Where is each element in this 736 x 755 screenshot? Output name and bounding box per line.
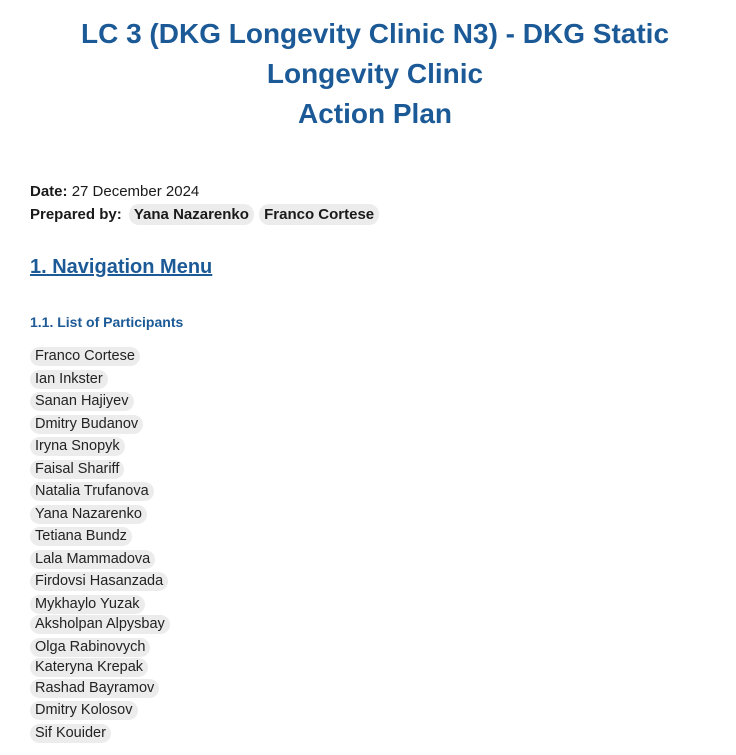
document-title xyxy=(60,14,690,134)
list-item xyxy=(30,570,170,593)
subheading-list-of-participants: 1.1. List of Participants xyxy=(30,314,184,330)
list-item xyxy=(30,480,170,503)
list-item xyxy=(30,699,170,722)
participant-chip[interactable]: Ian Inkster xyxy=(30,370,108,389)
list-item xyxy=(30,656,170,677)
participant-chip[interactable]: Rashad Bayramov xyxy=(30,679,159,698)
document-title-line-1: LC 3 (DKG Longevity Clinic N3) - DKG Static xyxy=(80,18,670,49)
participant-chip[interactable]: Lala Mammadova xyxy=(30,550,155,569)
participant-chip[interactable]: Tetiana Bundz xyxy=(30,527,132,546)
participant-chip[interactable]: Sanan Hajiyev xyxy=(30,392,134,411)
participant-chip[interactable]: Iryna Snopyk xyxy=(30,437,125,456)
list-item xyxy=(30,593,170,614)
participant-chip[interactable]: Franco Cortese xyxy=(30,347,140,366)
participant-chip[interactable]: Firdovsi Hasanzada xyxy=(30,572,168,591)
list-item xyxy=(30,458,170,481)
list-item xyxy=(30,390,170,413)
participant-chip[interactable]: Dmitry Budanov xyxy=(30,415,143,434)
list-item xyxy=(30,525,170,548)
list-item xyxy=(30,435,170,458)
list-item xyxy=(30,613,170,636)
date-value: 27 December 2024 xyxy=(71,183,200,200)
participant-chip[interactable]: Natalia Trufanova xyxy=(30,482,154,501)
list-item xyxy=(30,413,170,436)
participant-chip[interactable]: Sif Kouider xyxy=(30,724,111,743)
participant-chip[interactable]: Faisal Shariff xyxy=(30,460,124,479)
document-title-line-3: Action Plan xyxy=(297,98,452,129)
list-item xyxy=(30,636,170,657)
section-heading-navigation-menu[interactable]: 1. Navigation Menu xyxy=(30,256,213,278)
participant-chip[interactable]: Dmitry Kolosov xyxy=(30,701,138,720)
date-label: Date: xyxy=(30,183,68,200)
participant-chip[interactable]: Yana Nazarenko xyxy=(30,505,147,524)
document-meta xyxy=(30,180,380,226)
participants-list xyxy=(30,345,170,744)
person-chip-franco-cortese[interactable]: Franco Cortese xyxy=(259,204,379,225)
list-item xyxy=(30,345,170,368)
list-item xyxy=(30,677,170,700)
participant-chip[interactable]: Olga Rabinovych xyxy=(30,638,150,657)
list-item xyxy=(30,503,170,526)
prepared-by-row xyxy=(30,203,380,226)
list-item xyxy=(30,548,170,571)
participant-chip[interactable]: Kateryna Krepak xyxy=(30,658,148,677)
list-item xyxy=(30,722,170,745)
participant-chip[interactable]: Mykhaylo Yuzak xyxy=(30,595,145,614)
list-item xyxy=(30,368,170,391)
date-row xyxy=(30,180,380,203)
document-title-line-2: Longevity Clinic xyxy=(266,58,484,89)
person-chip-yana-nazarenko[interactable]: Yana Nazarenko xyxy=(129,204,254,225)
participant-chip[interactable]: Aksholpan Alpysbay xyxy=(30,615,170,634)
prepared-by-label: Prepared by: xyxy=(30,206,122,223)
